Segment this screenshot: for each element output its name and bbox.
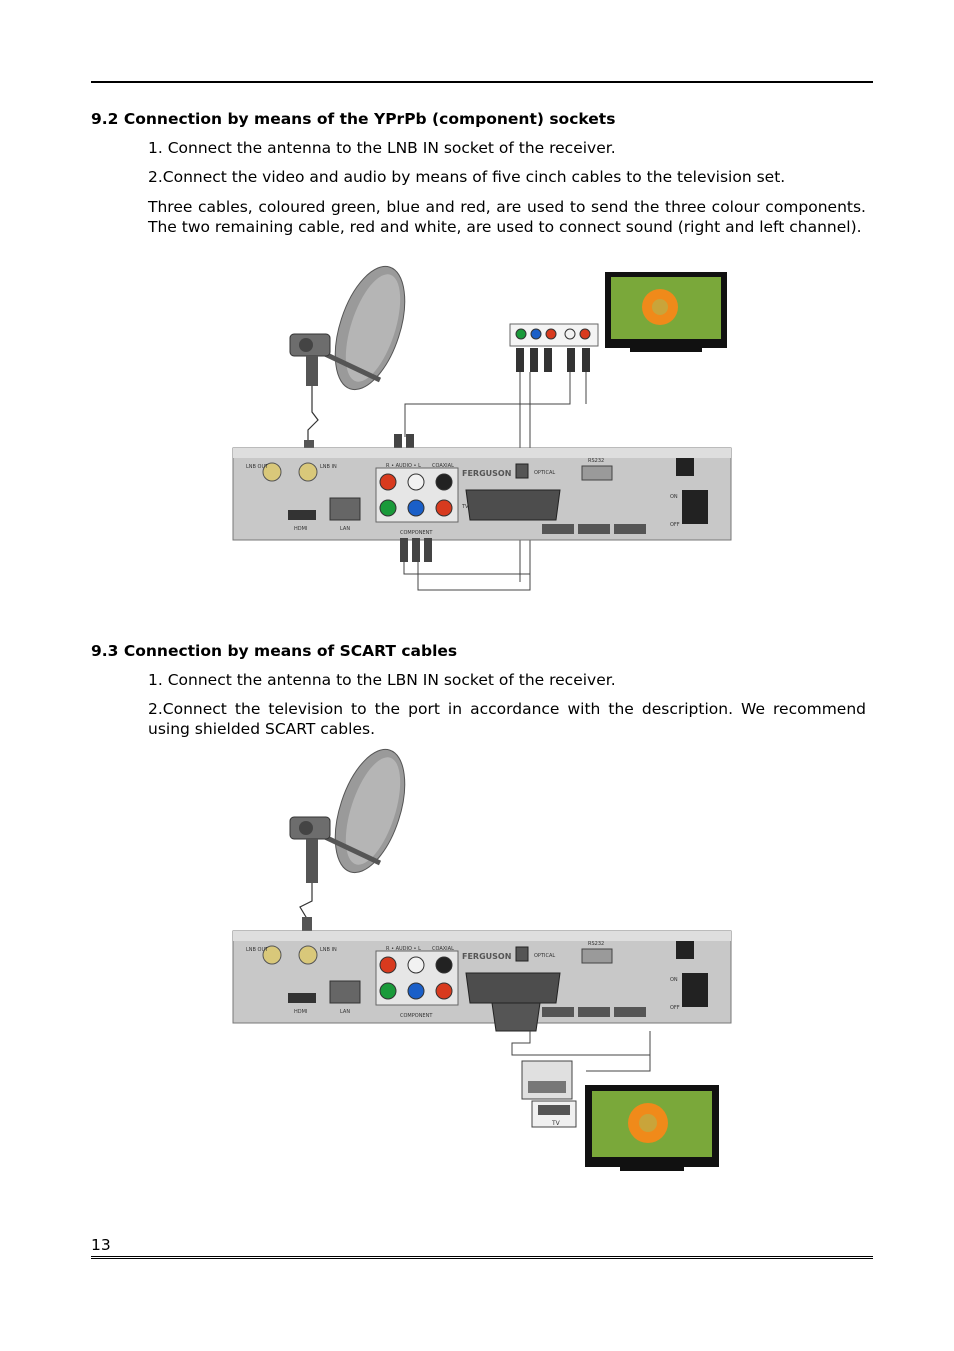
- power-on-label: ON: [670, 977, 678, 983]
- tv-scart-label: TV: [552, 1120, 560, 1127]
- lnb-in-label: LNB IN: [320, 464, 337, 470]
- lan-label: LAN: [340, 1009, 351, 1015]
- lan-label: LAN: [340, 526, 351, 532]
- audio-label: R • AUDIO • L: [386, 463, 421, 469]
- satellite-dish-icon: [290, 745, 418, 939]
- receiver-back-panel: [233, 931, 731, 1023]
- component-label: COMPONENT: [400, 530, 433, 536]
- lnb-in-label: LNB IN: [320, 947, 337, 953]
- tv-icon: [585, 1085, 719, 1171]
- power-off-label: OFF: [670, 522, 680, 528]
- tv-scart-label: TV: [462, 504, 469, 510]
- component-connection-diagram: [230, 262, 735, 594]
- coaxial-label: COAXIAL: [432, 946, 454, 952]
- rs232-label: RS232: [588, 941, 605, 947]
- rs232-label: RS232: [588, 458, 605, 464]
- header-rule: [91, 81, 873, 83]
- section-heading-9-3: 9.3 Connection by means of SCART cables: [91, 642, 458, 660]
- receiver-back-panel: [233, 448, 731, 540]
- power-on-label: ON: [670, 494, 678, 500]
- tv-input-panel: [510, 324, 598, 346]
- satellite-dish-icon: [290, 262, 418, 444]
- tv-icon: [605, 272, 727, 352]
- footer-rule: [91, 1256, 873, 1259]
- step-2-scart: 2.Connect the television to the port in accordance with the description. We recommend using shielded SCART cables.: [148, 700, 866, 738]
- lnb-out-label: LNB OUT: [246, 947, 269, 953]
- step-2-video-audio: 2.Connect the video and audio by means of five cinch cables to the television set.: [148, 168, 786, 186]
- component-connection-figure: [230, 262, 735, 594]
- audio-label: R • AUDIO • L: [386, 946, 421, 952]
- step-1-antenna: 1. Connect the antenna to the LNB IN socket of the receiver.: [148, 139, 616, 157]
- brand-label: FERGUSON: [462, 469, 512, 478]
- scart-connection-figure: [230, 745, 735, 1175]
- optical-label: OPTICAL: [534, 953, 556, 959]
- coaxial-label: COAXIAL: [432, 463, 454, 469]
- page-number: 13: [91, 1236, 111, 1254]
- hdmi-label: HDMI: [294, 526, 308, 532]
- lnb-out-label: LNB OUT: [246, 464, 269, 470]
- step-1-antenna-scart: 1. Connect the antenna to the LBN IN socket of the receiver.: [148, 671, 616, 689]
- optical-label: OPTICAL: [534, 470, 556, 476]
- scart-connection-diagram: [230, 745, 735, 1175]
- section-heading-9-2: 9.2 Connection by means of the YPrPb (component) sockets: [91, 110, 616, 128]
- hdmi-label: HDMI: [294, 1009, 308, 1015]
- power-off-label: OFF: [670, 1005, 680, 1011]
- component-description: Three cables, coloured green, blue and red, are used to send the three colour components. The two remaining cable, red and white, are used to connect sound (right and left channel).: [148, 198, 866, 236]
- brand-label: FERGUSON: [462, 952, 512, 961]
- component-label: COMPONENT: [400, 1013, 433, 1019]
